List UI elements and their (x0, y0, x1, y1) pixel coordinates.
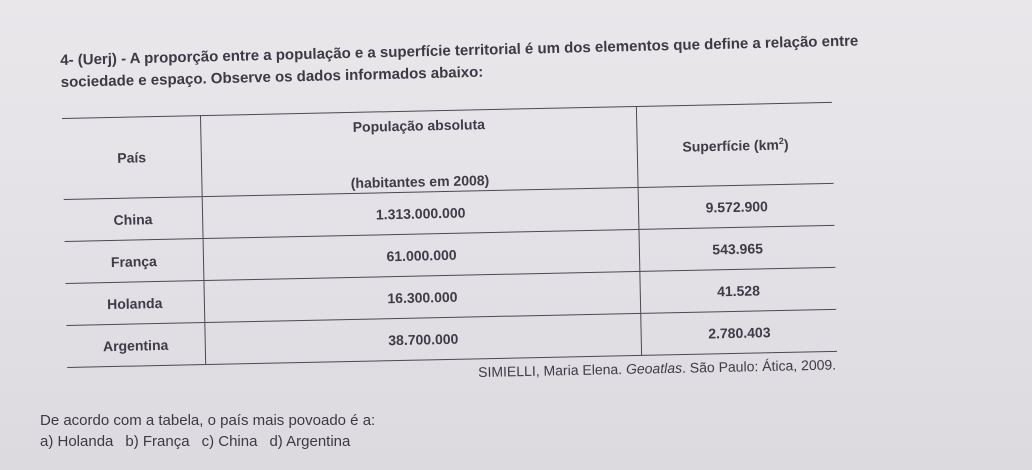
source-citation (478, 357, 836, 380)
cell-country: China (64, 197, 203, 242)
question-text (60, 28, 961, 94)
header-area-sup: 2 (778, 135, 784, 146)
source-title: Geoatlas (625, 359, 683, 377)
header-population-line-2: (habitantes em 2008) (350, 172, 490, 191)
data-table-container (62, 102, 837, 366)
header-population (200, 106, 638, 196)
cell-area: 2.780.403 (641, 309, 837, 355)
question-prompt: De acordo com a tabela, o país mais povoado é a: (40, 412, 376, 429)
header-country: País (62, 116, 202, 200)
option-a: a) Holanda (40, 433, 114, 450)
source-prefix: SIMIELLI, Maria Elena. (478, 360, 627, 380)
cell-population: 16.300.000 (204, 271, 642, 322)
option-d: d) Argentina (269, 433, 351, 450)
cell-area: 41.528 (640, 267, 836, 313)
header-area-suffix: ) (783, 136, 789, 153)
cell-area: 9.572.900 (639, 183, 835, 229)
cell-country: França (65, 239, 204, 284)
cell-country: Argentina (66, 323, 205, 368)
option-c: c) China (201, 433, 258, 450)
cell-area: 543.965 (639, 225, 835, 271)
answer-options (40, 433, 350, 450)
option-b: b) França (125, 433, 190, 450)
header-population-line-1: População absoluta (352, 116, 486, 135)
cell-country: Holanda (65, 281, 204, 326)
data-table (62, 102, 837, 368)
source-suffix: . São Paulo: Ática, 2009. (681, 356, 837, 376)
header-area-prefix: Superfície (km (682, 136, 780, 155)
cell-population: 38.700.000 (205, 313, 643, 364)
header-area (637, 102, 834, 187)
question-line-2: sociedade e espaço. Observe os dados informados abaixo: (60, 63, 484, 91)
question-line-1: 4- (Uerj) - A proporção entre a população e a superfície territorial é um dos elementos que define a relação entre (60, 32, 859, 69)
cell-population: 1.313.000.000 (202, 187, 640, 238)
cell-population: 61.000.000 (203, 229, 641, 280)
